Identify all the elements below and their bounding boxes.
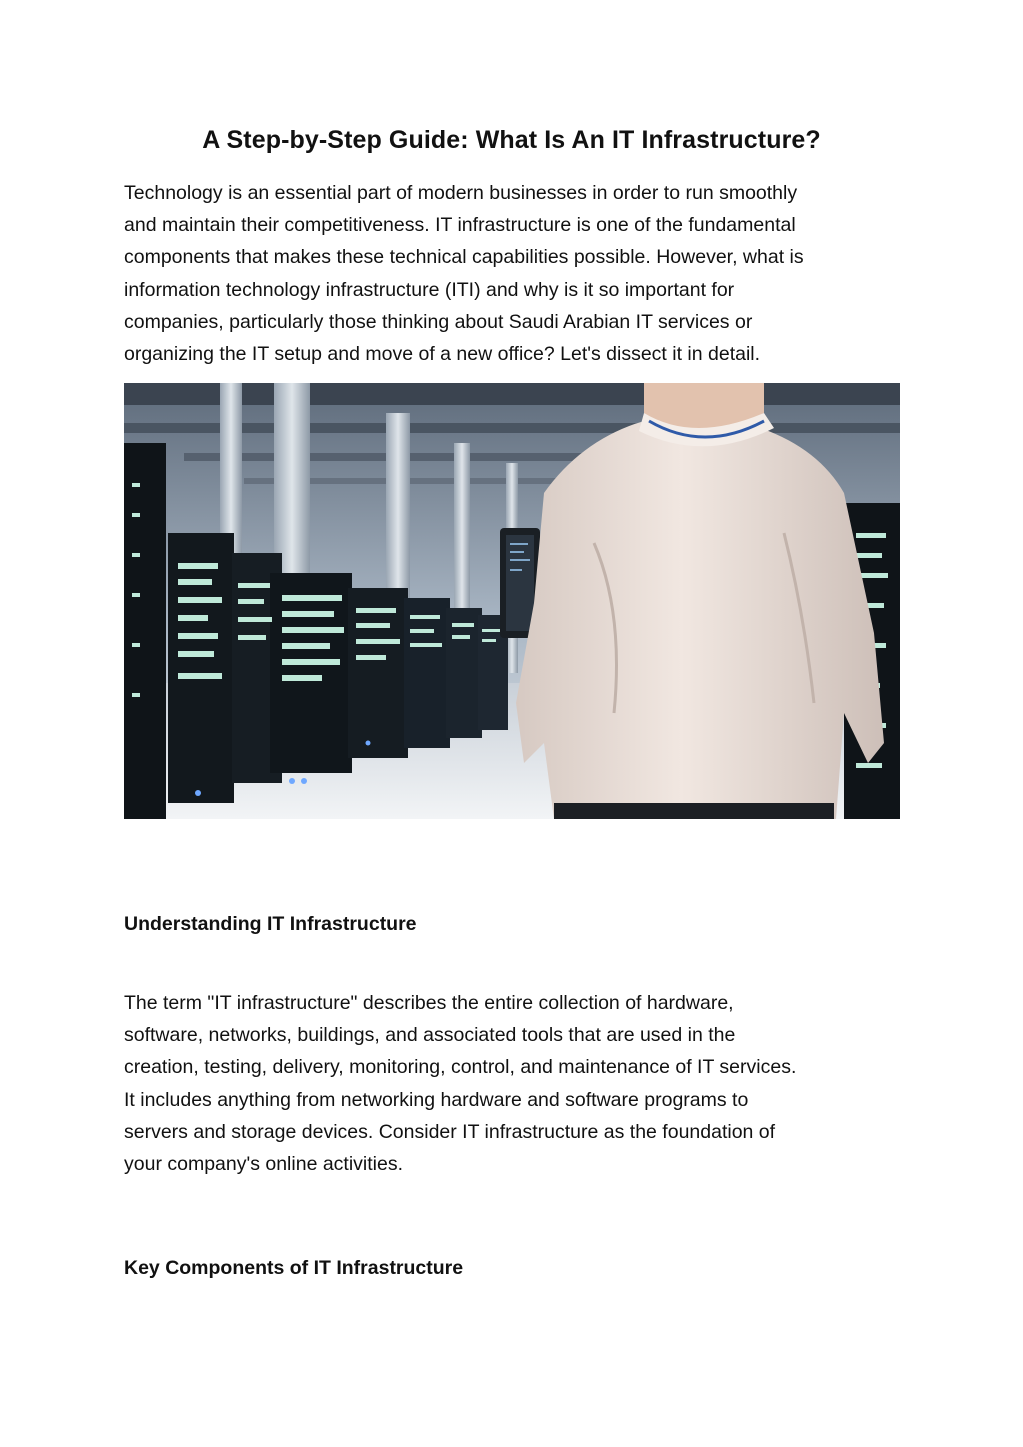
intro-paragraph <box>124 177 914 370</box>
section-heading-understanding: Understanding IT Infrastructure <box>124 913 417 935</box>
intro-line: components that makes these technical capabilities possible. However, what is <box>124 246 804 269</box>
intro-line: and maintain their competitiveness. IT infrastructure is one of the fundamental <box>124 214 796 237</box>
body-line: your company's online activities. <box>124 1153 404 1176</box>
body-line: creation, testing, delivery, monitoring, control, and maintenance of IT services. <box>124 1056 797 1079</box>
section-heading-key-components: Key Components of IT Infrastructure <box>124 1257 464 1279</box>
body-line: The term "IT infrastructure" describes the entire collection of hardware, <box>124 992 734 1014</box>
body-line: It includes anything from networking hardware and software programs to <box>124 1088 749 1111</box>
understanding-paragraph <box>124 987 914 1180</box>
intro-line: organizing the IT setup and move of a new office? Let's dissect it in detail. <box>124 343 761 366</box>
intro-line: information technology infrastructure (ITI) and why is it so important for <box>124 278 735 301</box>
page-title: A Step-by-Step Guide: What Is An IT Infrastructure? <box>202 126 821 154</box>
body-line: software, networks, buildings, and associated tools that are used in the <box>124 1024 736 1047</box>
intro-line: companies, particularly those thinking about Saudi Arabian IT services or <box>124 310 753 333</box>
body-line: servers and storage devices. Consider IT infrastructure as the foundation of <box>124 1120 776 1143</box>
server-room-photo <box>124 383 900 819</box>
intro-line: Technology is an essential part of modern businesses in order to run smoothly <box>124 182 798 204</box>
